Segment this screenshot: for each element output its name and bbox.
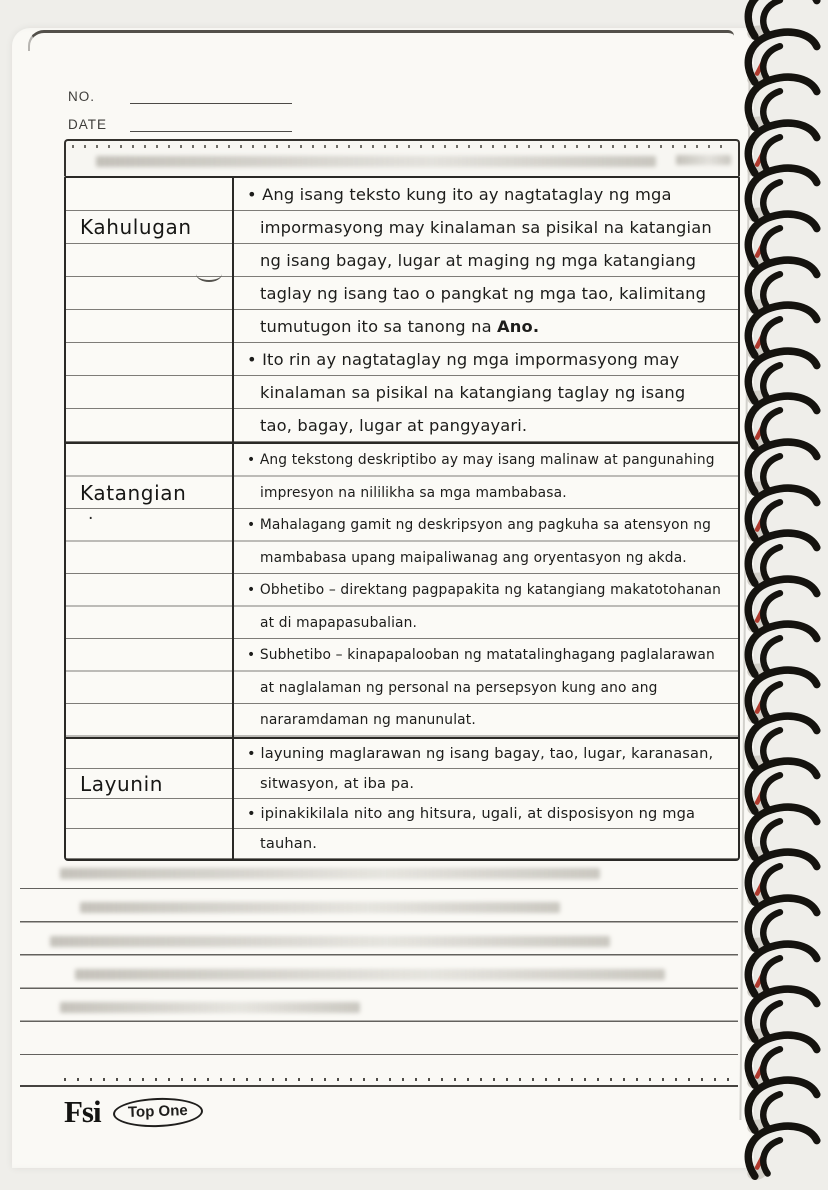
- note-line: [247, 310, 734, 343]
- blank-ruled-lines: [20, 856, 738, 1056]
- note-text-bold: Ano.: [497, 317, 540, 336]
- page-header-fields: [68, 76, 292, 132]
- content-cell-katangian: [234, 444, 738, 737]
- note-line: • Ang isang teksto kung ito ay nagtataglay ng mga: [247, 185, 672, 204]
- note-line: • Mahalagang gamit ng deskripsyon ang pagkuha sa atensyon ng: [247, 517, 712, 533]
- note-line: tauhan.: [260, 834, 318, 852]
- footer-logo: [64, 1094, 202, 1130]
- page-top-edge: [28, 30, 734, 51]
- row-label-layunin: Layunin: [80, 771, 164, 796]
- label-cell: [66, 739, 234, 859]
- no-field: [68, 76, 292, 104]
- brand-logo-fsi: Fsi: [64, 1094, 101, 1129]
- note-line: at di mapapasubalian.: [260, 614, 418, 631]
- note-line: • Ito rin ay nagtataglay ng mga impormasyong may: [247, 350, 680, 369]
- table-header-strip: [64, 139, 740, 176]
- spiral-binding: [738, 0, 828, 1171]
- content-cell-kahulugan: [234, 178, 738, 442]
- ghost-writing: [50, 936, 610, 947]
- dotted-separator: [64, 1078, 740, 1081]
- note-line: mambabasa upang maipaliwanag ang oryentasyon ng akda.: [260, 549, 687, 566]
- dotted-guide-line: [72, 145, 732, 148]
- no-label: NO.: [68, 89, 96, 104]
- note-text: tumutugon ito sa tanong na: [260, 317, 498, 336]
- note-line: • ipinakikilala nito ang hitsura, ugali, at disposisyon ng mga: [247, 804, 696, 822]
- section-layunin: [66, 737, 738, 859]
- ghost-writing: [80, 902, 560, 913]
- note-line: taglay ng isang tao o pangkat ng mga tao, kalimitang: [260, 284, 707, 303]
- note-line: • layuning maglarawan ng isang bagay, tao, lugar, karanasan,: [247, 744, 714, 762]
- note-line: kinalaman sa pisikal na katangiang taglay ng isang: [260, 383, 686, 402]
- date-blank-line: [130, 117, 292, 132]
- note-line: • Obhetibo – direktang pagpapakita ng katangiang makatotohanan: [247, 582, 722, 598]
- ghost-writing: [676, 155, 731, 165]
- label-cell: [66, 444, 234, 737]
- date-label: DATE: [68, 117, 108, 132]
- note-line: • Subhetibo – kinapapalooban ng matatalinghagang paglalarawan: [247, 647, 715, 663]
- note-line: impresyon na nililikha sa mga mambabasa.: [260, 484, 567, 501]
- stray-pen-mark: [196, 266, 222, 282]
- top-one-badge: Top One: [112, 1096, 203, 1128]
- ghost-writing: [96, 156, 656, 167]
- ghost-writing: [75, 969, 665, 980]
- no-blank-line: [130, 89, 292, 104]
- content-cell-layunin: [234, 739, 738, 859]
- row-label-katangian: Katangian: [80, 480, 187, 505]
- ghost-writing: [60, 868, 600, 879]
- label-cell: [66, 178, 234, 442]
- note-line: tao, bagay, lugar at pangyayari.: [260, 416, 528, 435]
- note-line: impormasyong may kinalaman sa pisikal na katangian: [260, 218, 712, 237]
- stray-period-mark: .: [88, 504, 94, 525]
- note-line: • Ang tekstong deskriptibo ay may isang malinaw at pangunahing: [247, 452, 715, 468]
- section-katangian: [66, 442, 738, 737]
- date-field: [68, 104, 292, 132]
- row-label-kahulugan: Kahulugan: [80, 215, 192, 239]
- ghost-writing: [60, 1002, 360, 1013]
- solid-separator: [20, 1085, 738, 1087]
- section-kahulugan: [66, 178, 738, 442]
- note-line: at naglalaman ng personal na persepsyon kung ano ang: [260, 679, 658, 696]
- note-line: nararamdaman ng manunulat.: [260, 712, 476, 728]
- notes-table: [64, 176, 740, 861]
- note-line: ng isang bagay, lugar at maging ng mga katangiang: [260, 251, 697, 270]
- note-line: sitwasyon, at iba pa.: [260, 774, 415, 792]
